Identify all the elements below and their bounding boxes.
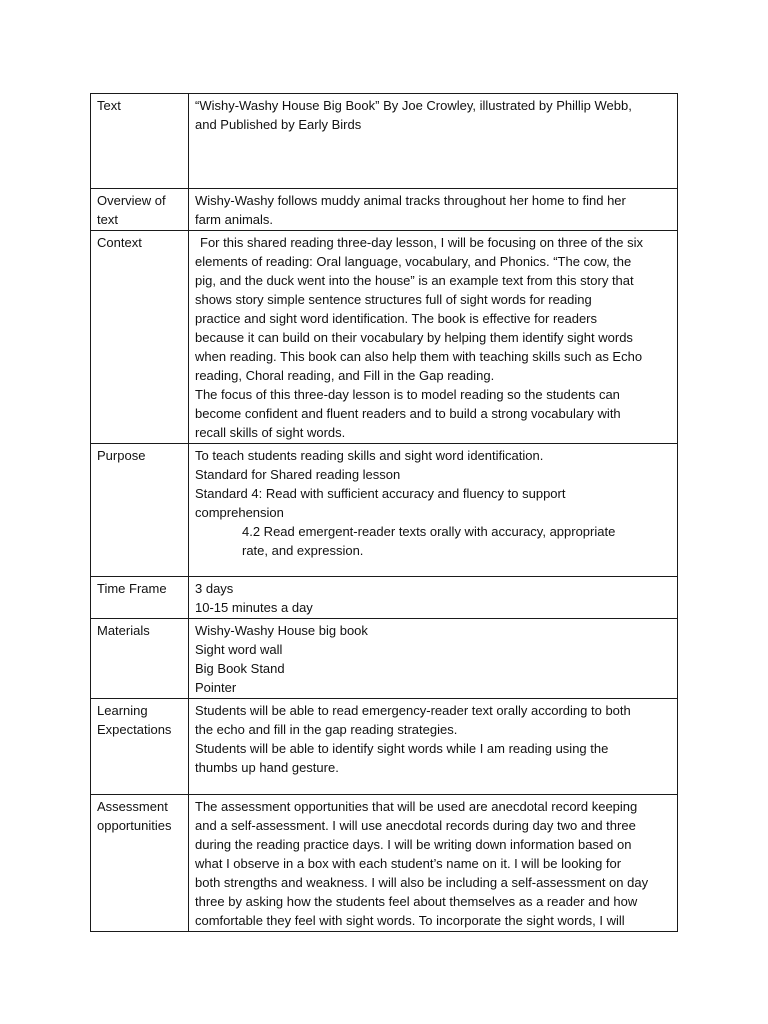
label-cell (91, 795, 189, 932)
text-line: Big Book Stand (195, 661, 285, 676)
text-line: To teach students reading skills and sight word identification. (195, 448, 544, 463)
row-context (91, 231, 678, 444)
text-line: shows story simple sentence structures full of sight words for reading (195, 292, 592, 307)
content-cell (189, 795, 678, 932)
text-line: reading, Choral reading, and Fill in the Gap reading. (195, 368, 495, 383)
content-cell (189, 444, 678, 577)
text-line: For this shared reading three-day lesson, I will be focusing on three of the six (200, 235, 643, 250)
content-cell (189, 619, 678, 699)
row-label: Text (97, 98, 121, 113)
row-label: Learning (97, 703, 148, 718)
label-cell (91, 231, 189, 444)
row-label: Context (97, 235, 142, 250)
text-line: 10-15 minutes a day (195, 600, 313, 615)
text-line: the echo and fill in the gap reading strategies. (195, 722, 458, 737)
row-label: Time Frame (97, 581, 167, 596)
row-text (91, 94, 678, 189)
label-cell (91, 577, 189, 619)
label-cell (91, 619, 189, 699)
content-cell (189, 94, 678, 189)
row-overview (91, 189, 678, 231)
text-line: become confident and fluent readers and to build a strong vocabulary with (195, 406, 621, 421)
row-label: Purpose (97, 448, 146, 463)
text-line: and a self-assessment. I will use anecdotal records during day two and three (195, 818, 636, 833)
label-cell (91, 189, 189, 231)
text-line: Students will be able to read emergency-reader text orally according to both (195, 703, 631, 718)
standard-line: 4.2 Read emergent-reader texts orally with accuracy, appropriate (242, 524, 616, 539)
row-learning-expectations (91, 699, 678, 795)
text-line: Wishy-Washy House big book (195, 623, 368, 638)
text-line: during the reading practice days. I will be writing down information based on (195, 837, 632, 852)
label-cell (91, 444, 189, 577)
text-line: thumbs up hand gesture. (195, 760, 339, 775)
text-line: comprehension (195, 505, 284, 520)
text-line: both strengths and weakness. I will also be including a self-assessment on day (195, 875, 649, 890)
label-cell (91, 94, 189, 189)
content-cell (189, 189, 678, 231)
text-line: Students will be able to identify sight words while I am reading using the (195, 741, 609, 756)
content-cell (189, 699, 678, 795)
text-line: comfortable they feel with sight words. To incorporate the sight words, I will (195, 913, 625, 928)
standard-line: rate, and expression. (242, 543, 364, 558)
text-line: Sight word wall (195, 642, 283, 657)
text-line: The assessment opportunities that will be used are anecdotal record keeping (195, 799, 638, 814)
text-line: Standard for Shared reading lesson (195, 467, 401, 482)
content-cell (189, 231, 678, 444)
row-label: text (97, 212, 118, 227)
text-line: when reading. This book can also help them with teaching skills such as Echo (195, 349, 643, 364)
row-label: Expectations (97, 722, 172, 737)
row-label: opportunities (97, 818, 172, 833)
row-label: Materials (97, 623, 150, 638)
text-line: The focus of this three-day lesson is to model reading so the students can (195, 387, 620, 402)
label-cell (91, 699, 189, 795)
row-label: Assessment (97, 799, 168, 814)
row-purpose (91, 444, 678, 577)
text-line: Wishy-Washy follows muddy animal tracks throughout her home to find her (195, 193, 626, 208)
text-line: what I observe in a box with each student’s name on it. I will be looking for (195, 856, 622, 871)
row-materials (91, 619, 678, 699)
row-time-frame (91, 577, 678, 619)
text-line: three by asking how the students feel about themselves as a reader and how (195, 894, 638, 909)
text-line: and Published by Early Birds (195, 117, 362, 132)
text-line: Standard 4: Read with sufficient accuracy and fluency to support (195, 486, 566, 501)
lesson-plan-table (90, 93, 678, 932)
text-line: Pointer (195, 680, 237, 695)
text-line: 3 days (195, 581, 234, 596)
text-line: “Wishy-Washy House Big Book” By Joe Crowley, illustrated by Phillip Webb, (195, 98, 632, 113)
text-line: recall skills of sight words. (195, 425, 346, 440)
text-line: elements of reading: Oral language, vocabulary, and Phonics. “The cow, the (195, 254, 632, 269)
content-cell (189, 577, 678, 619)
row-label: Overview of (97, 193, 166, 208)
text-line: practice and sight word identification. The book is effective for readers (195, 311, 598, 326)
text-line: pig, and the duck went into the house” is an example text from this story that (195, 273, 634, 288)
row-assessment (91, 795, 678, 932)
text-line: because it can build on their vocabulary by helping them identify sight words (195, 330, 633, 345)
text-line: farm animals. (195, 212, 274, 227)
